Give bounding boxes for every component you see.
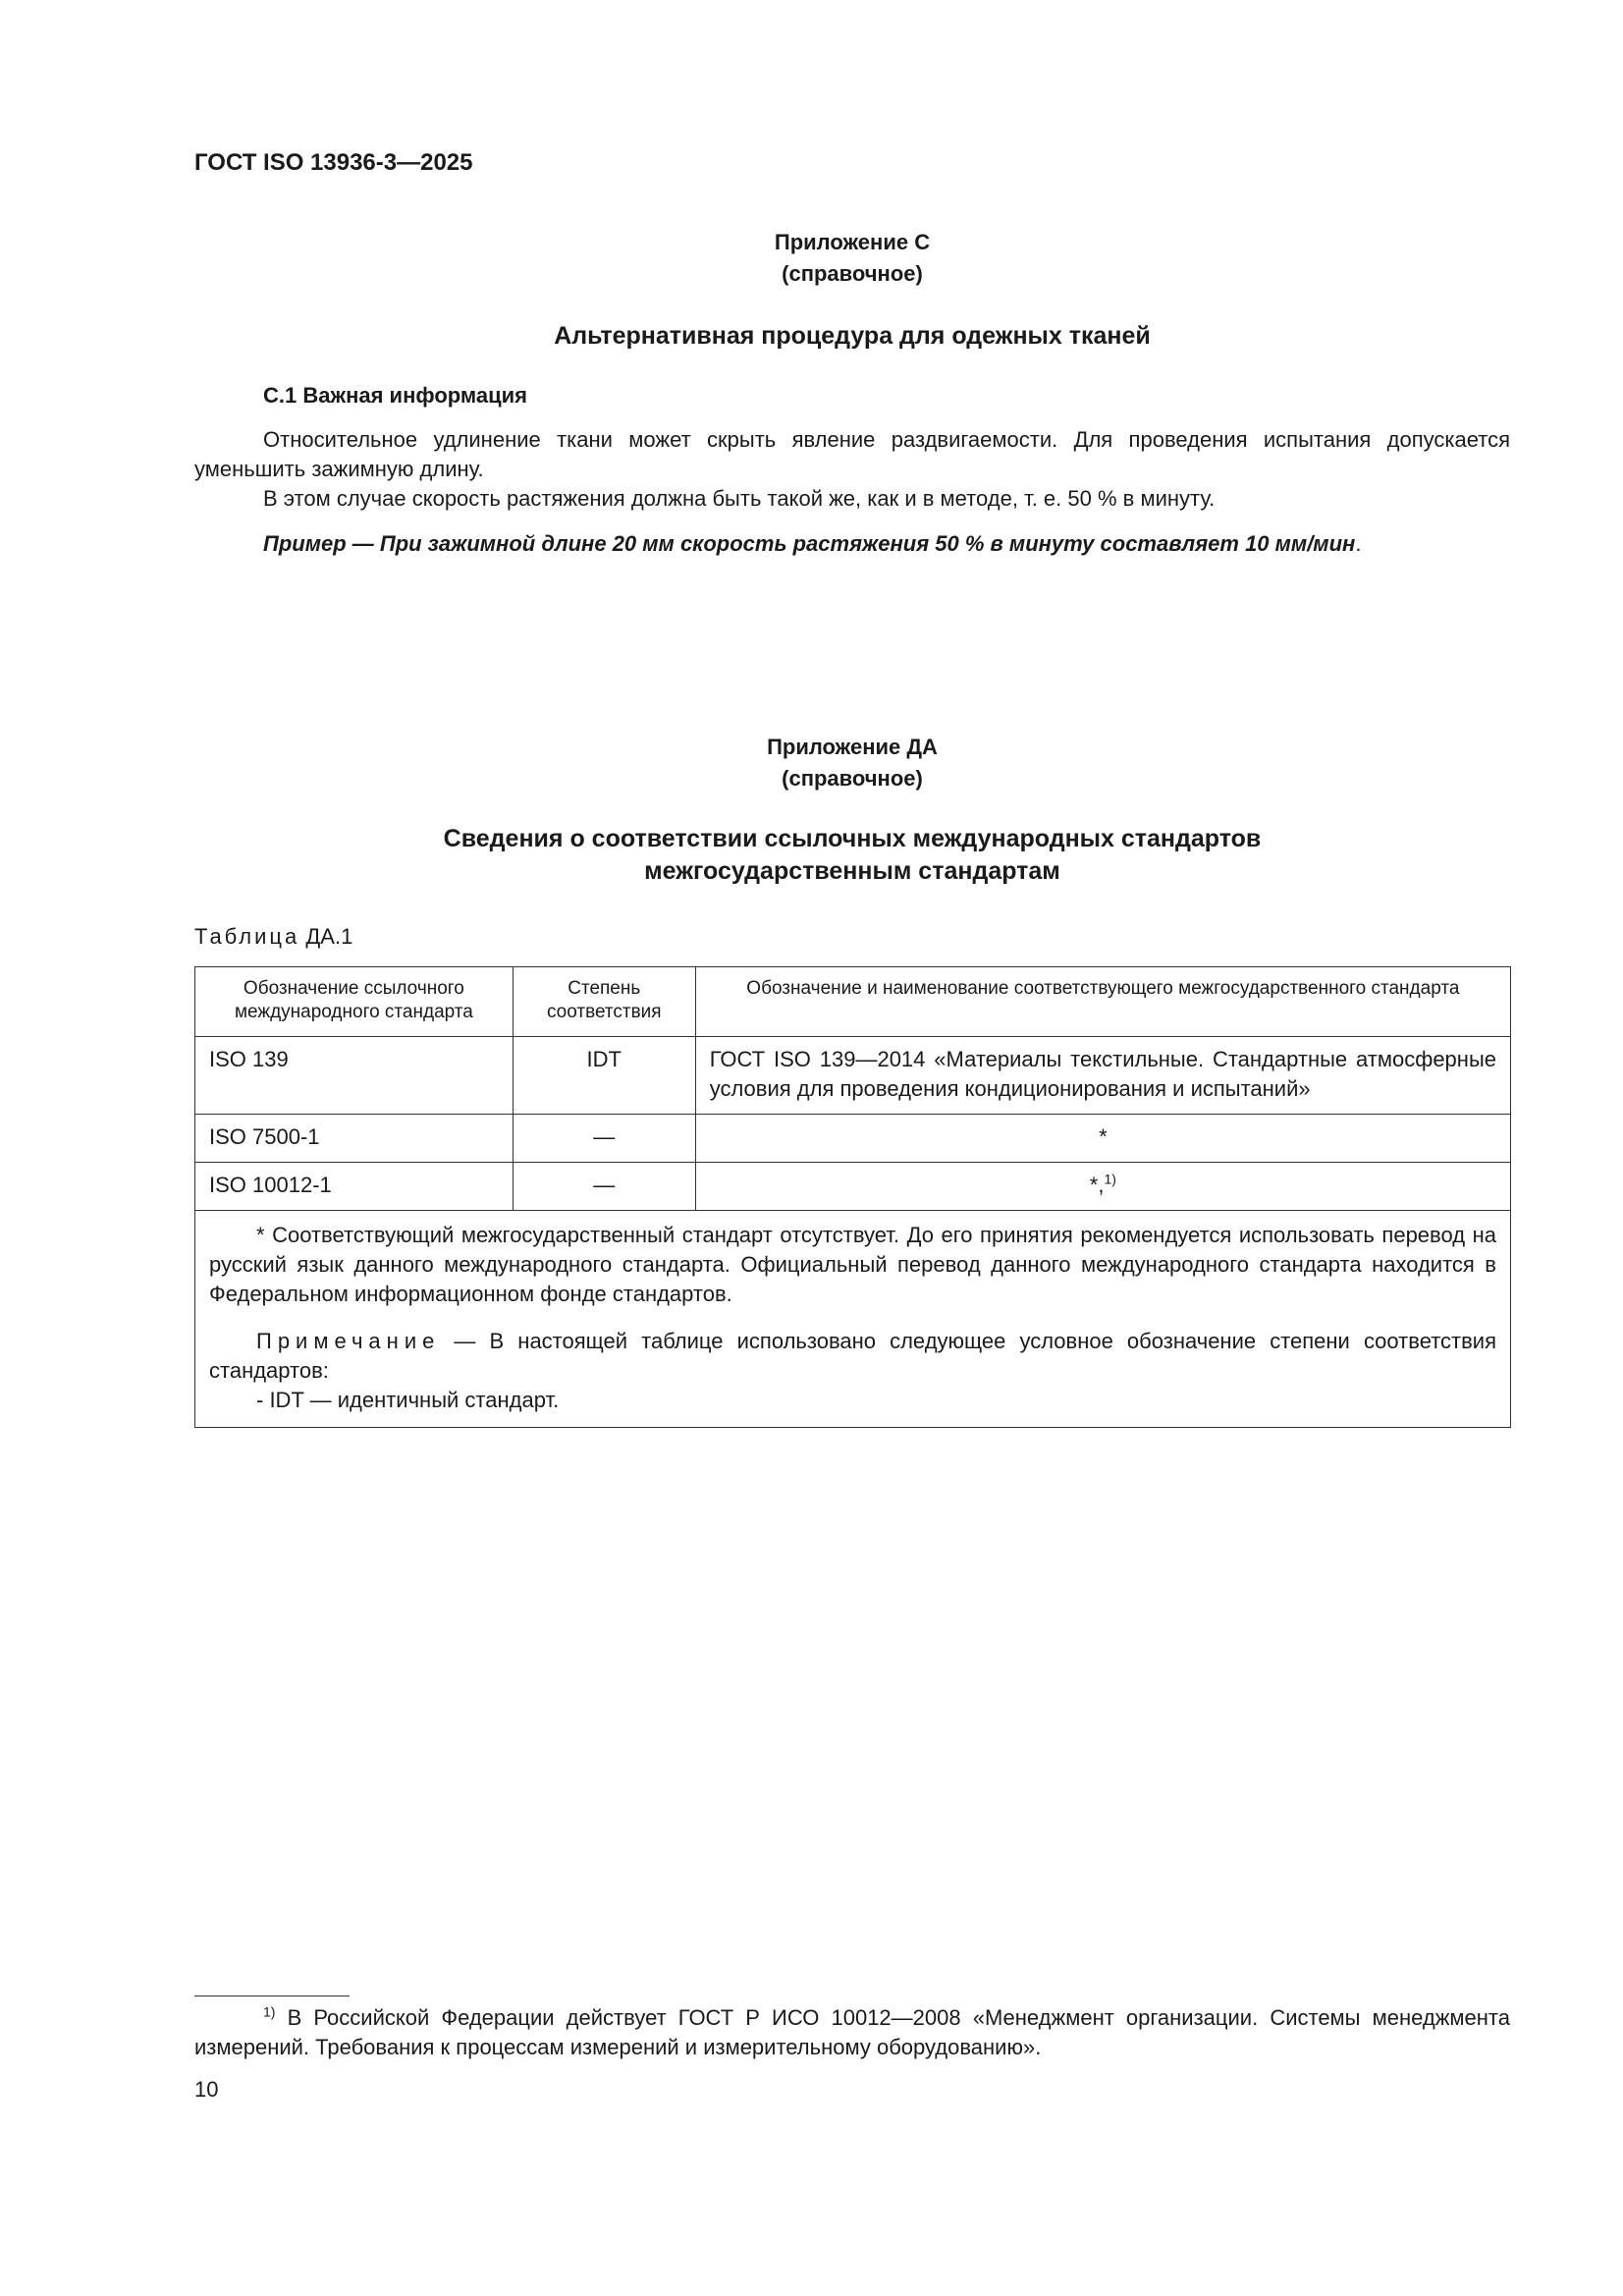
cell-degree: —: [513, 1115, 695, 1163]
table-row: [195, 1037, 1511, 1115]
note-remark: [209, 1327, 1496, 1386]
table-header-row: [195, 967, 1511, 1037]
document-code: ГОСТ ISO 13936-3—2025: [194, 149, 473, 176]
cell-name: ГОСТ ISO 139—2014 «Материалы текстильные. Стандартные атмосферные условия для проведения кондиционирования и испытаний»: [695, 1037, 1510, 1115]
correspondence-table: [194, 966, 1511, 1428]
header-ref-standard: Обозначение ссылочного международного стандарта: [195, 967, 514, 1037]
appendix-da-status: (справочное): [782, 766, 923, 791]
cell-ref: ISO 7500-1: [195, 1115, 514, 1163]
footnote-separator: [194, 1995, 350, 1996]
table-label-number: ДА.1: [299, 924, 353, 949]
note-text: — В настоящей таблице использовано следующее условное обозначение степени соответствия стандартов:: [209, 1329, 1496, 1383]
note-label: Примечание: [256, 1329, 441, 1353]
cell-degree: —: [513, 1163, 695, 1211]
appendix-da-title-line2: межгосударственным стандартам: [644, 857, 1060, 885]
example-text: [263, 531, 1361, 557]
cell-ref: ISO 10012-1: [195, 1163, 514, 1211]
table-label: [194, 924, 352, 950]
appendix-c-status: (справочное): [782, 261, 923, 286]
paragraph: Относительное удлинение ткани может скрыть явление раздвигаемости. Для проведения испытания допускается уменьшить зажимную длину.: [194, 427, 1510, 481]
paragraph: В этом случае скорость растяжения должна быть такой же, как и в методе, т. е. 50 % в минуту.: [263, 486, 1216, 511]
table-label-word: Таблица: [194, 924, 300, 949]
footnote-text: В Российской Федерации действует ГОСТ Р ИСО 10012—2008 «Менеджмент организации. Системы менеджмента измерений. Требования к процессам измерений и измерительному оборудованию».: [194, 2005, 1510, 2059]
table-notes-row: [195, 1211, 1511, 1428]
cell-degree: IDT: [513, 1037, 695, 1115]
footnote: [194, 2003, 1510, 2062]
cell-name-text: *,: [1089, 1173, 1105, 1197]
cell-name: [695, 1163, 1510, 1211]
appendix-c-label: Приложение С: [774, 230, 931, 254]
note-star: * Соответствующий межгосударственный стандарт отсутствует. До его принятия рекомендуется использовать перевод на русский язык данного международного стандарта. Официальный перевод данного международного стандарта находится в Федеральном информационном фонде стандартов.: [209, 1223, 1496, 1306]
appendix-da-title-line1: Сведения о соответствии ссылочных международных стандартов: [443, 825, 1262, 852]
header-degree: Степень соответствия: [513, 967, 695, 1037]
table-notes: [195, 1211, 1511, 1428]
footnote-ref: 1): [1104, 1171, 1116, 1187]
table-row: [195, 1163, 1511, 1211]
page-number: 10: [194, 2077, 219, 2102]
appendix-c-title: Альтернативная процедура для одежных тканей: [554, 322, 1151, 350]
footnote-marker: 1): [263, 2003, 276, 2020]
cell-name: *: [695, 1115, 1510, 1163]
note-item: - IDT — идентичный стандарт.: [256, 1388, 560, 1412]
example-period: .: [1355, 531, 1362, 556]
header-interstate-standard: Обозначение и наименование соответствующего межгосударственного стандарта: [695, 967, 1510, 1037]
section-title: С.1 Важная информация: [263, 383, 528, 408]
table-row: [195, 1115, 1511, 1163]
appendix-da-label: Приложение ДА: [767, 735, 938, 759]
cell-ref: ISO 139: [195, 1037, 514, 1115]
example-body: Пример — При зажимной длине 20 мм скорость растяжения 50 % в минуту составляет 10 мм/мин: [263, 531, 1356, 556]
